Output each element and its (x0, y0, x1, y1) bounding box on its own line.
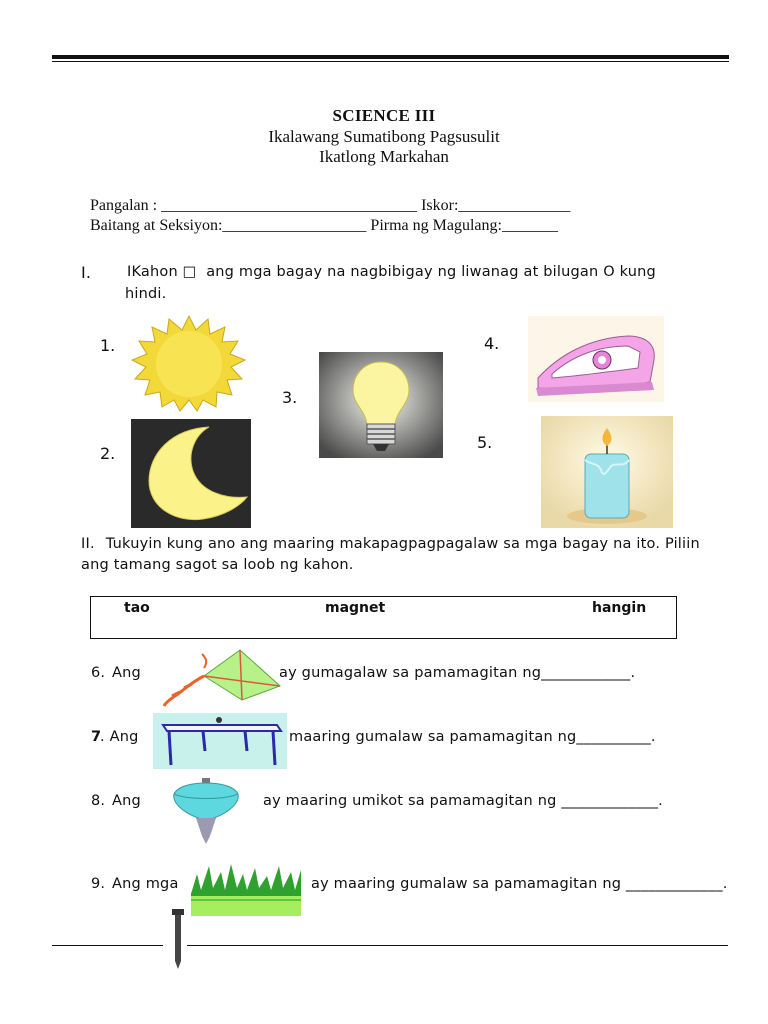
flat-iron-icon (528, 316, 664, 402)
item-1-number: 1. (100, 336, 116, 355)
item-9-rest: ay maaring gumalaw sa pamamagitan ng _____________. (311, 876, 728, 892)
name-score-field[interactable]: Pangalan : ________________________________ Iskor:______________ (90, 197, 571, 214)
kite-icon (162, 648, 284, 708)
grass-icon (191, 860, 303, 918)
footer-rule-left (52, 945, 163, 946)
item-9-lead: Ang mga (112, 876, 179, 892)
item-6-number: 6. (91, 665, 106, 681)
choice-hangin: hangin (592, 600, 647, 616)
choice-magnet: magnet (325, 600, 386, 616)
nail-icon (172, 909, 184, 969)
spinning-top-icon (168, 778, 244, 846)
table-icon (153, 713, 287, 769)
item-9-number: 9. (91, 876, 106, 892)
item-4-number: 4. (484, 334, 500, 353)
choice-tao: tao (124, 600, 150, 616)
sun-icon (128, 314, 250, 412)
item-5-number: 5. (477, 433, 493, 452)
item-7-number: 7 (91, 729, 102, 745)
item-7-rest: maaring gumalaw sa pamamagitan ng__________. (289, 729, 656, 745)
candle-icon (541, 416, 673, 528)
moon-icon (131, 419, 251, 528)
section-signature-field[interactable]: Baitang at Seksiyon:__________________ Pirma ng Magulang:_______ (90, 217, 558, 234)
part2-instruction-line2: ang tamang sagot sa loob ng kahon. (81, 557, 354, 573)
footer-rule-right (187, 945, 728, 946)
item-8-lead: Ang (112, 793, 141, 809)
item-8-number: 8. (91, 793, 106, 809)
part1-instruction-line2: hindi. (125, 286, 167, 302)
item-8-rest: ay maaring umikot sa pamamagitan ng _____________. (263, 793, 663, 809)
worksheet-subtitle: Ikalawang Sumatibong Pagsusulit (268, 127, 500, 146)
part2-roman: II. (81, 536, 95, 552)
item-6-rest: ay gumagalaw sa pamamagitan ng____________. (279, 665, 636, 681)
item-7-lead: . Ang (100, 729, 139, 745)
item-2-number: 2. (100, 444, 116, 463)
worksheet-quarter: Ikatlong Markahan (319, 147, 449, 166)
item-6-lead: Ang (112, 665, 141, 681)
part2-instruction-line1: Tukuyin kung ano ang maaring makapagpagpagalaw sa mga bagay na ito. Piliin (101, 536, 700, 552)
part1-roman: I. (81, 263, 92, 282)
item-3-number: 3. (282, 388, 298, 407)
part1-instruction-line1: IKahon □ ang mga bagay na nagbibigay ng liwanag at bilugan O kung (127, 264, 656, 280)
light-bulb-icon (319, 352, 443, 458)
worksheet-title: SCIENCE III (332, 106, 436, 125)
header-rule-thick (52, 55, 729, 59)
header-rule-thin (52, 61, 729, 62)
